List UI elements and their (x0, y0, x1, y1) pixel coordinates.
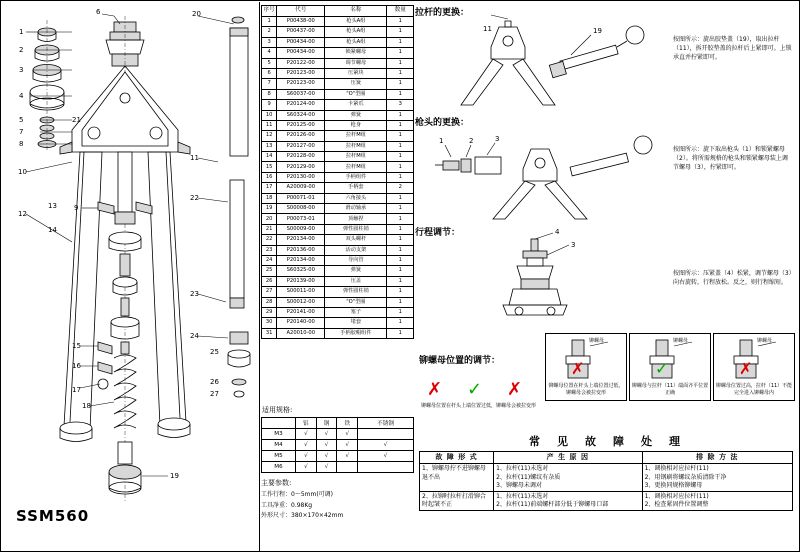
parts-cell: P20139-00 (277, 276, 325, 286)
svg-text:15: 15 (72, 342, 81, 350)
svg-text:21: 21 (72, 116, 81, 124)
parts-cell: P20122-00 (277, 58, 325, 68)
parts-cell: 压盖 (325, 276, 387, 286)
parts-cell: 1 (387, 162, 414, 172)
parts-cell: P20141-00 (277, 307, 325, 317)
parts-cell: 1 (387, 79, 414, 89)
rivet-label-3: 铆螺母 (757, 338, 773, 344)
col-code: 代号 (277, 6, 325, 17)
parts-cell: 堵套 (325, 318, 387, 328)
parts-cell: 1 (387, 307, 414, 317)
svg-text:3: 3 (571, 241, 576, 249)
parts-cell: 30 (262, 318, 277, 328)
svg-text:6: 6 (96, 8, 101, 16)
parts-cell: S60324-00 (277, 110, 325, 120)
table-row (262, 297, 414, 307)
parts-cell: 18 (262, 193, 277, 203)
svg-text:12: 12 (18, 210, 27, 218)
table-row (262, 131, 414, 141)
rivet-mini-mark-1: ✗ (427, 379, 443, 400)
table-row (262, 193, 414, 203)
svg-text:13: 13 (48, 202, 57, 210)
parts-cell: 1 (387, 48, 414, 58)
parts-cell: 1 (262, 17, 277, 27)
svg-text:16: 16 (72, 362, 81, 370)
parts-cell: P20128-00 (277, 152, 325, 162)
parts-cell: 1 (387, 318, 414, 328)
col-index: 序号 (262, 6, 277, 17)
parts-cell: 28 (262, 297, 277, 307)
parts-cell: 塞子 (325, 307, 387, 317)
section-rivet-title: 铆螺母位置的调节： (419, 356, 501, 366)
list-item (262, 429, 414, 440)
parts-cell: 活动支架 (325, 245, 387, 255)
parts-cell: 压紧块 (325, 68, 387, 78)
table-row (262, 162, 414, 172)
parts-cell: 2 (387, 183, 414, 193)
section-pull-rod-desc: 按图所示：旋出胶垫盖（19），取出拉杆（11），拆开胶垫盖的拉杆后上紧即可。上锁承直并拧紧即可。 (673, 36, 792, 61)
parts-cell: 3 (262, 37, 277, 47)
spec-mark: √ (337, 451, 358, 462)
parts-cell: 20 (262, 214, 277, 224)
spec-size: M6 (262, 462, 296, 473)
parts-cell: 31 (262, 328, 277, 338)
rivet-mark-2: ✓ (655, 359, 669, 378)
parts-cell: 27 (262, 287, 277, 297)
col-qty: 数量 (387, 6, 414, 17)
parts-cell: P00438-00 (277, 17, 325, 27)
svg-text:4: 4 (19, 92, 24, 100)
section-stroke-title: 行程调节： (415, 228, 461, 238)
parts-cell: 23 (262, 245, 277, 255)
parts-table (261, 5, 414, 339)
parts-cell: S00011-00 (277, 287, 325, 297)
spec-title: 适用规格: (262, 406, 293, 414)
rivet-mark-3: ✗ (739, 359, 753, 378)
section-rivet (415, 331, 797, 431)
parts-cell: 拉杆M组 (325, 162, 387, 172)
spec-col-ss: 不锈钢 (358, 418, 414, 429)
parts-cell: 10 (262, 110, 277, 120)
parts-cell: 14 (262, 152, 277, 162)
table-row (262, 328, 414, 338)
parts-cell: 手柄套 (325, 183, 387, 193)
section-stroke-desc: 按图所示：压紧盖（4）松紧，调节螺母（3）向右旋转，行程放松。反之，则行程缩短。 (673, 270, 792, 286)
spec-mark: √ (316, 429, 337, 440)
parts-cell: 枪头A组 (325, 27, 387, 37)
table-row (420, 491, 793, 510)
svg-text:3: 3 (495, 135, 500, 143)
spec-mark: √ (316, 451, 337, 462)
table-row (262, 110, 414, 120)
parts-cell: S00009-00 (277, 224, 325, 234)
parts-cell: 9 (262, 100, 277, 110)
table-row (262, 37, 414, 47)
parts-cell: 1 (387, 58, 414, 68)
svg-text:5: 5 (19, 116, 24, 124)
parts-cell: 8 (262, 89, 277, 99)
table-row (262, 287, 414, 297)
spec-mark: √ (316, 440, 337, 451)
section-pull-rod (415, 5, 797, 113)
parts-cell: 1 (387, 276, 414, 286)
parts-cell: P00073-01 (277, 214, 325, 224)
svg-text:1: 1 (19, 28, 24, 36)
trouble-col-cause: 产 生 原 因 (494, 452, 643, 464)
parts-cell: P00434-00 (277, 48, 325, 58)
rivet-mini-mark-3: ✗ (507, 379, 523, 400)
parts-cell: P00434-00 (277, 37, 325, 47)
section-nose-desc: 按图所示：旋下取出枪头（1）和锁紧螺母（2）。将所需规格的枪头和锁紧螺母装上调节螺母（3），拧紧即可。 (673, 146, 788, 171)
parts-cell: "O"型圈 (325, 297, 387, 307)
parts-cell: 1 (387, 287, 414, 297)
parts-cell: 1 (387, 17, 414, 27)
spec-mark (337, 462, 358, 473)
parts-cell: P20129-00 (277, 162, 325, 172)
parts-cell: 顶触捏 (325, 214, 387, 224)
parts-cell: S60325-00 (277, 266, 325, 276)
table-row (262, 17, 414, 27)
parts-cell: 枪头A组 (325, 17, 387, 27)
parts-cell: 26 (262, 276, 277, 286)
table-row (262, 89, 414, 99)
spec-header (262, 418, 414, 429)
svg-text:9: 9 (74, 204, 79, 212)
parts-cell: 1 (387, 37, 414, 47)
trouble-cause-line: 2、拉杆(11)螺纹有杂质 (496, 473, 561, 481)
parts-cell: "O"型圈 (325, 89, 387, 99)
table-row (262, 204, 414, 214)
parts-cell: 21 (262, 224, 277, 234)
table-row (262, 318, 414, 328)
svg-text:19: 19 (170, 472, 179, 480)
svg-text:2: 2 (469, 137, 474, 145)
parts-cell: 枪头A组 (325, 37, 387, 47)
spec-mark: √ (358, 440, 414, 451)
svg-text:2: 2 (19, 46, 24, 54)
parts-cell: P20124-00 (277, 100, 325, 110)
table-row (262, 266, 414, 276)
table-row (262, 307, 414, 317)
svg-text:22: 22 (190, 194, 199, 202)
parts-cell: 1 (387, 255, 414, 265)
table-row (262, 235, 414, 245)
parts-cell: S60037-00 (277, 89, 325, 99)
svg-text:23: 23 (190, 290, 199, 298)
rivet-caption-2: 铆螺母与拉杆（11）端面齐平位置正确 (631, 383, 709, 396)
parts-cell: P20125-00 (277, 120, 325, 130)
trouble-col-fault: 故 障 形 式 (420, 452, 494, 464)
rivet-caption-3: 铆螺母位置过高，拉杆（11）不能完全进入铆螺母内 (715, 383, 793, 396)
parts-cell: 1 (387, 152, 414, 162)
exploded-view-drawing (2, 2, 260, 502)
spec-size: M3 (262, 429, 296, 440)
exploded-view-panel (2, 2, 260, 551)
spec-col-al: 铝 (296, 418, 317, 429)
parts-cell: 滑动轴承 (325, 204, 387, 214)
rivet-label-1: 铆螺母 (589, 338, 605, 344)
svg-text:27: 27 (210, 390, 219, 398)
rivet-mark-row (421, 379, 539, 421)
list-item (262, 440, 414, 451)
parts-cell: 16 (262, 172, 277, 182)
parts-cell: 1 (387, 110, 414, 120)
svg-text:3: 3 (19, 66, 24, 74)
parts-cell: 1 (387, 141, 414, 151)
parts-cell: P00437-00 (277, 27, 325, 37)
table-row (262, 245, 414, 255)
trouble-title: 常 见 故 障 处 理 (529, 435, 683, 448)
spec-mark (358, 462, 414, 473)
parts-cell: 锁紧螺母 (325, 48, 387, 58)
spec-mark: √ (358, 451, 414, 462)
parts-cell: P20123-00 (277, 68, 325, 78)
section-nose (415, 115, 797, 223)
parts-cell: 3 (387, 100, 414, 110)
parts-cell: 1 (387, 297, 414, 307)
trouble-fix-line: 3、更换同规格铆螺母 (644, 481, 703, 489)
table-row (262, 141, 414, 151)
parts-cell: 12 (262, 131, 277, 141)
table-row (262, 79, 414, 89)
parts-cell: 导向管 (325, 255, 387, 265)
parts-cell: 29 (262, 307, 277, 317)
spec-mark: √ (337, 440, 358, 451)
parts-cell: 1 (387, 245, 414, 255)
svg-text:25: 25 (210, 348, 219, 356)
parts-cell: 弹簧 (325, 110, 387, 120)
trouble-cause-line: 1、拉杆(11)未选对 (496, 465, 549, 473)
svg-text:1: 1 (439, 137, 444, 145)
list-item (262, 462, 414, 473)
trouble-cause-line: 3、铆螺母未调对 (496, 481, 542, 489)
trouble-causes (494, 491, 643, 510)
parts-cell: 22 (262, 235, 277, 245)
parts-cell: 1 (387, 328, 414, 338)
trouble-fix-line: 2、检查紧固件位置调整 (644, 500, 709, 508)
spec-mark: √ (337, 429, 358, 440)
section-pull-rod-title: 拉杆的更换： (415, 8, 470, 18)
trouble-cause-line: 2、拉杆(11)前端螺杆部分低于铆螺母口部 (496, 500, 609, 508)
main-param-3: 外形尺寸：380×170×42mm (261, 512, 344, 519)
model-label: SSM560 (16, 507, 90, 525)
parts-cell: 枪身 (325, 120, 387, 130)
parts-cell: 拉杆M组 (325, 141, 387, 151)
parts-cell: 1 (387, 27, 414, 37)
pull-rod-diagram (421, 17, 671, 109)
spec-col-steel: 钢 (316, 418, 337, 429)
table-row (262, 152, 414, 162)
main-params (261, 478, 414, 520)
parts-cell: P20140-00 (277, 318, 325, 328)
parts-cell: 11 (262, 120, 277, 130)
svg-text:26: 26 (210, 378, 219, 386)
parts-cell: 弹性圆柱销 (325, 287, 387, 297)
rivet-bottom-note: 铆螺母位置在杆头上端位置过低，铆螺母会被拉变形 (421, 403, 537, 409)
parts-cell: 13 (262, 141, 277, 151)
parts-cell: 1 (387, 266, 414, 276)
table-row (262, 214, 414, 224)
parts-cell: 7 (262, 79, 277, 89)
parts-cell: 2 (262, 27, 277, 37)
parts-cell: 卡紧爪 (325, 100, 387, 110)
rivet-cell-2 (629, 333, 711, 401)
trouble-fault: 2、拉铆时拉杆打滑铆合时起皱不正 (420, 491, 494, 510)
table-row (262, 58, 414, 68)
parts-cell: 17 (262, 183, 277, 193)
spec-mark: √ (296, 451, 317, 462)
trouble-fault: 1、铆螺母拧不进铆螺母退不出 (420, 464, 494, 491)
parts-table-header (262, 6, 414, 17)
table-row (262, 183, 414, 193)
svg-text:4: 4 (555, 228, 560, 236)
parts-cell: 六角接头 (325, 193, 387, 203)
parts-cell: P20127-00 (277, 141, 325, 151)
trouble-fix-line: 2、用钢刷将螺纹杂质清除干净 (644, 473, 727, 481)
trouble-causes (494, 464, 643, 491)
parts-cell: 4 (262, 48, 277, 58)
trouble-fixes (642, 491, 792, 510)
parts-cell: 6 (262, 68, 277, 78)
nose-diagram (421, 127, 671, 219)
parts-cell: 调节螺母 (325, 58, 387, 68)
trouble-col-fix: 排 除 方 法 (642, 452, 792, 464)
rivet-mini-mark-2: ✓ (467, 379, 483, 400)
spec-mark: √ (316, 462, 337, 473)
trouble-fix-line: 1、调换相对应拉杆(11) (644, 492, 709, 500)
spec-col-blank (262, 418, 296, 429)
table-row (262, 100, 414, 110)
table-row (262, 255, 414, 265)
spec-mark: √ (296, 429, 317, 440)
parts-cell: 5 (262, 58, 277, 68)
spec-size: M5 (262, 451, 296, 462)
svg-text:8: 8 (19, 140, 24, 148)
parts-cell: 双头螺杆 (325, 235, 387, 245)
rivet-cell-1 (545, 333, 627, 401)
spec-section (261, 405, 414, 520)
parts-cell: 1 (387, 120, 414, 130)
parts-cell: 1 (387, 172, 414, 182)
trouble-fixes (642, 464, 792, 491)
svg-text:17: 17 (72, 386, 81, 394)
spec-mark: √ (296, 462, 317, 473)
main-param-2: 工具净重：0.98Kg (261, 501, 313, 509)
rivet-mark-1: ✗ (571, 359, 585, 378)
table-row (262, 68, 414, 78)
section-stroke (415, 225, 797, 329)
parts-cell: S00008-00 (277, 204, 325, 214)
parts-cell: 25 (262, 266, 277, 276)
spec-col-iron: 铁 (337, 418, 358, 429)
parts-cell: 1 (387, 89, 414, 99)
trouble-cause-line: 1、拉杆(11)未选对 (496, 492, 549, 500)
table-row (262, 48, 414, 58)
parts-cell: 1 (387, 224, 414, 234)
parts-cell: 15 (262, 162, 277, 172)
parts-cell: 手柄组件 (325, 172, 387, 182)
svg-text:7: 7 (19, 128, 24, 136)
parts-cell: P20130-00 (277, 172, 325, 182)
parts-cell: A20010-00 (277, 328, 325, 338)
spec-size: M4 (262, 440, 296, 451)
parts-cell: P00071-01 (277, 193, 325, 203)
parts-cell: 拉杆M组 (325, 131, 387, 141)
parts-cell: 1 (387, 68, 414, 78)
section-nose-title: 枪头的更换： (415, 118, 470, 128)
section-trouble (415, 433, 797, 549)
svg-text:10: 10 (18, 168, 27, 176)
parts-cell: 压簧 (325, 79, 387, 89)
main-params-title: 主要参数: (261, 479, 292, 487)
list-item (262, 451, 414, 462)
main-param-1: 工作行程：0～5mm(可调) (261, 491, 334, 498)
parts-cell: 24 (262, 255, 277, 265)
spec-mark (358, 429, 414, 440)
parts-cell: 1 (387, 214, 414, 224)
svg-text:11: 11 (190, 154, 199, 162)
parts-cell: 手柄胶帽组件 (325, 328, 387, 338)
parts-cell: 19 (262, 204, 277, 214)
svg-text:14: 14 (48, 226, 57, 234)
parts-cell: S00012-00 (277, 297, 325, 307)
svg-text:20: 20 (192, 10, 201, 18)
parts-cell: P20136-00 (277, 245, 325, 255)
parts-cell: P20134-00 (277, 235, 325, 245)
parts-cell: 1 (387, 131, 414, 141)
parts-cell: 弹簧 (325, 266, 387, 276)
svg-text:18: 18 (82, 402, 91, 410)
table-row (262, 120, 414, 130)
parts-cell: P20123-00 (277, 79, 325, 89)
table-row (420, 464, 793, 491)
trouble-fix-line: 1、调换相对应拉杆(11) (644, 465, 709, 473)
parts-cell: 弹性圆柱销 (325, 224, 387, 234)
svg-text:11: 11 (483, 25, 492, 33)
table-row (262, 276, 414, 286)
parts-cell: 1 (387, 204, 414, 214)
svg-text:19: 19 (593, 27, 602, 35)
trouble-header (420, 452, 793, 464)
parts-cell: P20134-00 (277, 255, 325, 265)
parts-cell: 拉杆M组 (325, 152, 387, 162)
table-row (262, 172, 414, 182)
rivet-cell-3 (713, 333, 795, 401)
parts-cell: P20126-00 (277, 131, 325, 141)
parts-cell: 1 (387, 235, 414, 245)
table-row (262, 224, 414, 234)
rivet-label-2: 铆螺母 (673, 338, 689, 344)
rivet-caption-1: 铆螺母位置在杆头上端位置过低，铆螺母会被拉变形 (548, 383, 624, 396)
table-row (262, 27, 414, 37)
parts-cell: A20009-00 (277, 183, 325, 193)
col-name: 名称 (325, 6, 387, 17)
parts-cell: 1 (387, 193, 414, 203)
svg-text:24: 24 (190, 332, 199, 340)
spec-mark: √ (296, 440, 317, 451)
